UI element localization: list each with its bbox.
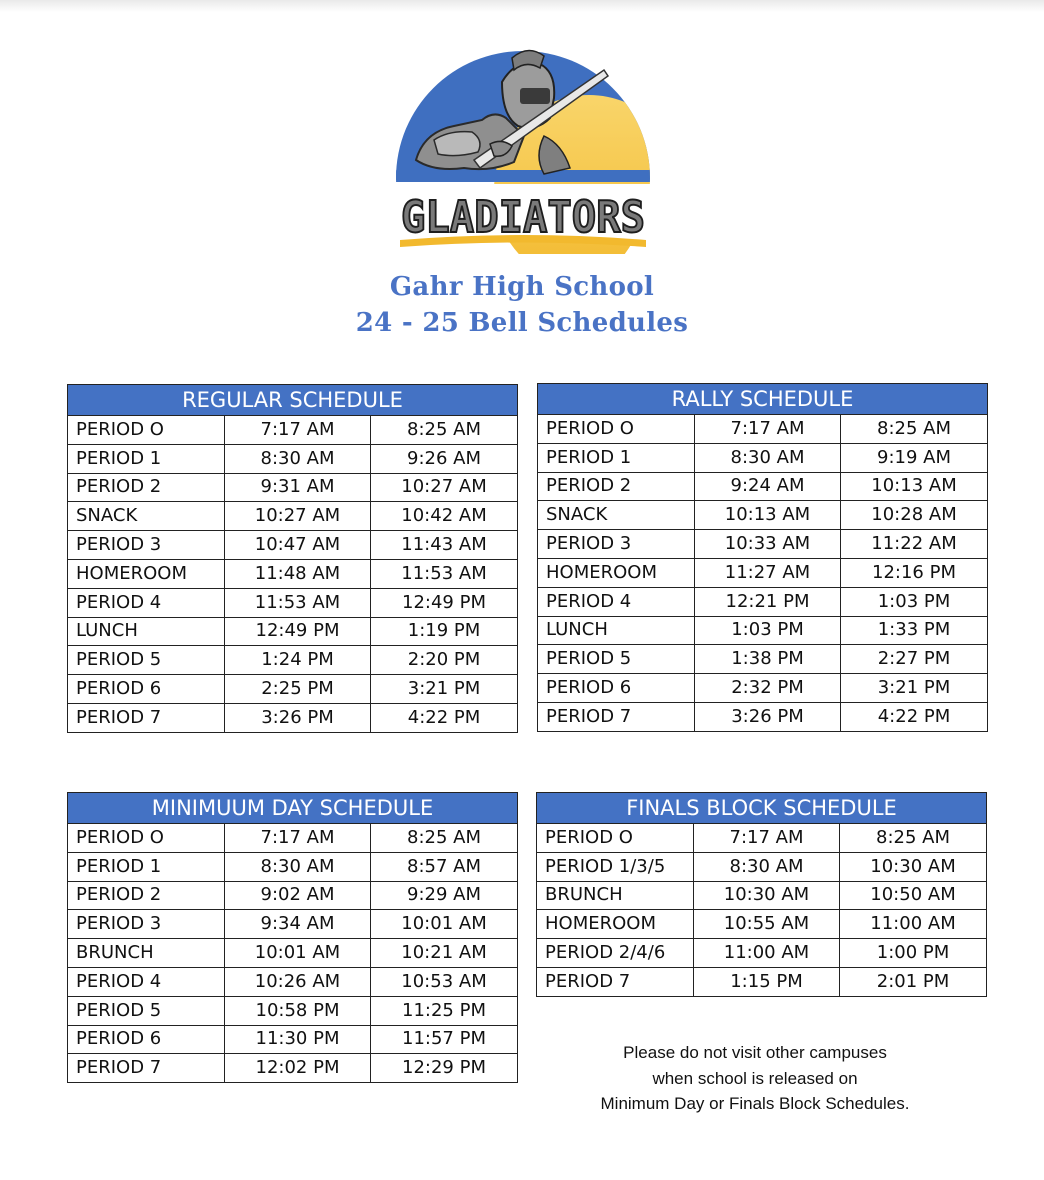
start-time: 7:17 AM	[225, 416, 371, 445]
start-time: 11:48 AM	[225, 559, 371, 588]
table-title: RALLY SCHEDULE	[538, 384, 988, 415]
end-time: 8:25 AM	[841, 415, 988, 444]
minimum-day-schedule-table	[67, 792, 518, 1083]
end-time: 1:03 PM	[841, 587, 988, 616]
table-row	[68, 967, 518, 996]
start-time: 10:55 AM	[694, 910, 840, 939]
start-time: 12:02 PM	[225, 1054, 371, 1083]
table-row	[68, 617, 518, 646]
end-time: 10:53 AM	[371, 967, 518, 996]
start-time: 12:21 PM	[695, 587, 841, 616]
table-row	[538, 645, 988, 674]
table-row	[538, 472, 988, 501]
period-label: LUNCH	[538, 616, 695, 645]
table-title: FINALS BLOCK SCHEDULE	[537, 793, 987, 824]
start-time: 10:13 AM	[695, 501, 841, 530]
table-row	[68, 939, 518, 968]
table-row	[538, 558, 988, 587]
period-label: PERIOD 4	[68, 967, 225, 996]
start-time: 3:26 PM	[695, 702, 841, 731]
start-time: 7:17 AM	[695, 415, 841, 444]
start-time: 11:30 PM	[225, 1025, 371, 1054]
period-label: PERIOD O	[537, 824, 694, 853]
end-time: 10:21 AM	[371, 939, 518, 968]
period-label: SNACK	[538, 501, 695, 530]
end-time: 10:28 AM	[841, 501, 988, 530]
start-time: 10:01 AM	[225, 939, 371, 968]
table-row	[68, 675, 518, 704]
end-time: 11:00 AM	[840, 910, 987, 939]
end-time: 10:13 AM	[841, 472, 988, 501]
start-time: 1:24 PM	[225, 646, 371, 675]
gladiators-logo	[394, 40, 652, 254]
table-row	[68, 502, 518, 531]
start-time: 10:30 AM	[694, 881, 840, 910]
table-row	[68, 588, 518, 617]
table-row	[537, 824, 987, 853]
start-time: 8:30 AM	[225, 852, 371, 881]
period-label: PERIOD 3	[68, 910, 225, 939]
end-time: 2:20 PM	[371, 646, 518, 675]
finals-block-schedule-table	[536, 792, 987, 997]
start-time: 11:00 AM	[694, 939, 840, 968]
table-row	[68, 559, 518, 588]
start-time: 1:15 PM	[694, 967, 840, 996]
end-time: 9:19 AM	[841, 443, 988, 472]
school-name: Gahr High School	[389, 272, 655, 302]
period-label: PERIOD 1	[68, 444, 225, 473]
start-time: 10:58 PM	[225, 996, 371, 1025]
start-time: 8:30 AM	[225, 444, 371, 473]
period-label: HOMEROOM	[68, 559, 225, 588]
start-time: 2:32 PM	[695, 674, 841, 703]
period-label: PERIOD 3	[68, 531, 225, 560]
end-time: 11:57 PM	[371, 1025, 518, 1054]
notice-line: when school is released on	[652, 1068, 858, 1088]
start-time: 3:26 PM	[225, 703, 371, 732]
table-row	[537, 939, 987, 968]
campus-visit-notice	[545, 1040, 965, 1117]
period-label: PERIOD 4	[68, 588, 225, 617]
period-label: PERIOD 3	[538, 530, 695, 559]
period-label: PERIOD 6	[68, 675, 225, 704]
start-time: 7:17 AM	[694, 824, 840, 853]
end-time: 1:19 PM	[371, 617, 518, 646]
end-time: 8:25 AM	[840, 824, 987, 853]
period-label: SNACK	[68, 502, 225, 531]
end-time: 4:22 PM	[371, 703, 518, 732]
table-row	[68, 444, 518, 473]
start-time: 10:26 AM	[225, 967, 371, 996]
end-time: 11:53 AM	[371, 559, 518, 588]
start-time: 9:02 AM	[225, 881, 371, 910]
table-row	[68, 881, 518, 910]
period-label: PERIOD 7	[538, 702, 695, 731]
table-row	[538, 443, 988, 472]
regular-schedule-table	[67, 384, 518, 733]
logo-wordmark: GLADIATORS	[401, 192, 645, 243]
period-label: BRUNCH	[537, 881, 694, 910]
period-label: PERIOD 2	[68, 881, 225, 910]
table-row	[537, 852, 987, 881]
period-label: PERIOD 1/3/5	[537, 852, 694, 881]
end-time: 3:21 PM	[841, 674, 988, 703]
end-time: 12:49 PM	[371, 588, 518, 617]
start-time: 1:38 PM	[695, 645, 841, 674]
period-label: HOMEROOM	[537, 910, 694, 939]
end-time: 4:22 PM	[841, 702, 988, 731]
period-label: PERIOD 2	[538, 472, 695, 501]
end-time: 9:26 AM	[371, 444, 518, 473]
rally-schedule-table	[537, 383, 988, 732]
start-time: 9:24 AM	[695, 472, 841, 501]
end-time: 10:50 AM	[840, 881, 987, 910]
table-row	[68, 703, 518, 732]
end-time: 3:21 PM	[371, 675, 518, 704]
page-top-shadow	[0, 0, 1044, 12]
table-row	[538, 530, 988, 559]
start-time: 9:31 AM	[225, 473, 371, 502]
end-time: 12:29 PM	[371, 1054, 518, 1083]
end-time: 11:43 AM	[371, 531, 518, 560]
table-row	[538, 702, 988, 731]
period-label: PERIOD 7	[537, 967, 694, 996]
table-row	[68, 473, 518, 502]
period-label: PERIOD 1	[538, 443, 695, 472]
end-time: 1:33 PM	[841, 616, 988, 645]
table-row	[538, 674, 988, 703]
period-label: PERIOD 1	[68, 852, 225, 881]
period-label: HOMEROOM	[538, 558, 695, 587]
period-label: PERIOD 6	[538, 674, 695, 703]
end-time: 9:29 AM	[371, 881, 518, 910]
table-row	[538, 501, 988, 530]
start-time: 11:53 AM	[225, 588, 371, 617]
start-time: 12:49 PM	[225, 617, 371, 646]
period-label: PERIOD O	[538, 415, 695, 444]
period-label: PERIOD 7	[68, 1054, 225, 1083]
table-row	[68, 852, 518, 881]
start-time: 10:47 AM	[225, 531, 371, 560]
period-label: PERIOD 5	[538, 645, 695, 674]
start-time: 10:33 AM	[695, 530, 841, 559]
end-time: 10:27 AM	[371, 473, 518, 502]
period-label: PERIOD 2/4/6	[537, 939, 694, 968]
end-time: 12:16 PM	[841, 558, 988, 587]
start-time: 7:17 AM	[225, 824, 371, 853]
start-time: 1:03 PM	[695, 616, 841, 645]
period-label: PERIOD 4	[538, 587, 695, 616]
period-label: PERIOD 7	[68, 703, 225, 732]
end-time: 8:57 AM	[371, 852, 518, 881]
end-time: 11:25 PM	[371, 996, 518, 1025]
end-time: 10:01 AM	[371, 910, 518, 939]
end-time: 8:25 AM	[371, 416, 518, 445]
table-row	[68, 416, 518, 445]
start-time: 10:27 AM	[225, 502, 371, 531]
end-time: 1:00 PM	[840, 939, 987, 968]
table-row	[68, 646, 518, 675]
end-time: 8:25 AM	[371, 824, 518, 853]
period-label: LUNCH	[68, 617, 225, 646]
start-time: 8:30 AM	[695, 443, 841, 472]
start-time: 8:30 AM	[694, 852, 840, 881]
period-label: PERIOD 5	[68, 996, 225, 1025]
period-label: PERIOD O	[68, 824, 225, 853]
end-time: 2:01 PM	[840, 967, 987, 996]
table-row	[537, 910, 987, 939]
period-label: PERIOD 6	[68, 1025, 225, 1054]
period-label: PERIOD 5	[68, 646, 225, 675]
table-title: MINIMUUM DAY SCHEDULE	[68, 793, 518, 824]
table-row	[68, 910, 518, 939]
table-row	[537, 881, 987, 910]
table-row	[537, 967, 987, 996]
table-row	[538, 415, 988, 444]
page-subtitle: 24 - 25 Bell Schedules	[355, 308, 689, 338]
start-time: 2:25 PM	[225, 675, 371, 704]
end-time: 11:22 AM	[841, 530, 988, 559]
period-label: PERIOD 2	[68, 473, 225, 502]
notice-line: Minimum Day or Finals Block Schedules.	[600, 1094, 910, 1113]
notice-line: Please do not visit other campuses	[623, 1043, 887, 1062]
table-row	[538, 616, 988, 645]
end-time: 10:30 AM	[840, 852, 987, 881]
table-row	[68, 531, 518, 560]
start-time: 11:27 AM	[695, 558, 841, 587]
table-row	[68, 996, 518, 1025]
table-row	[68, 1025, 518, 1054]
table-row	[538, 587, 988, 616]
period-label: PERIOD O	[68, 416, 225, 445]
table-row	[68, 1054, 518, 1083]
table-title: REGULAR SCHEDULE	[68, 385, 518, 416]
end-time: 10:42 AM	[371, 502, 518, 531]
start-time: 9:34 AM	[225, 910, 371, 939]
period-label: BRUNCH	[68, 939, 225, 968]
end-time: 2:27 PM	[841, 645, 988, 674]
table-row	[68, 824, 518, 853]
